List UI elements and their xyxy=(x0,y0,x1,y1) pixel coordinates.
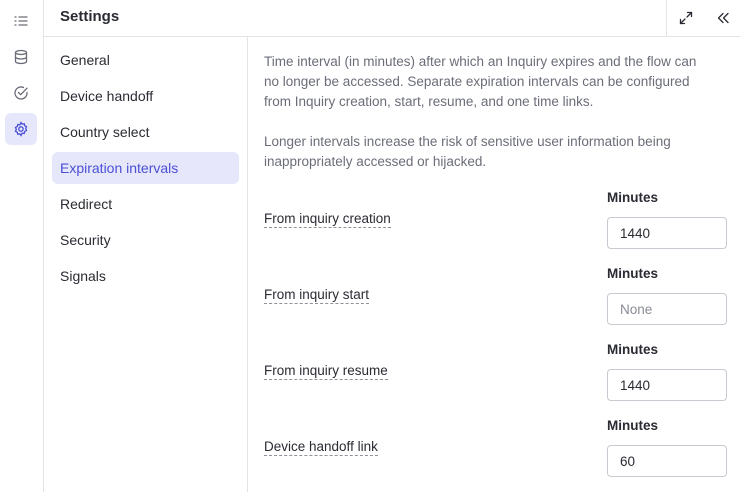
inquiry-creation-minutes-input[interactable] xyxy=(607,217,727,249)
expiration-intervals-panel xyxy=(248,37,740,492)
collapse-panel-button[interactable] xyxy=(710,5,736,31)
minutes-label: Minutes xyxy=(607,190,659,205)
rail-button-settings[interactable] xyxy=(5,113,37,145)
nav-item-country-select[interactable]: Country select xyxy=(60,124,150,140)
rail-button-checks[interactable] xyxy=(5,77,37,109)
rail-button-database[interactable] xyxy=(5,41,37,73)
field-label-inquiry-start: From inquiry start xyxy=(264,287,370,302)
header-divider xyxy=(666,0,667,36)
minutes-label: Minutes xyxy=(607,342,659,357)
minutes-label: Minutes xyxy=(607,418,659,433)
field-label-inquiry-resume: From inquiry resume xyxy=(264,363,388,378)
inquiry-start-minutes-input[interactable] xyxy=(607,293,727,325)
nav-item-signals[interactable]: Signals xyxy=(60,268,106,284)
nav-item-device-handoff[interactable]: Device handoff xyxy=(60,88,154,104)
device-handoff-link-minutes-input[interactable] xyxy=(607,445,727,477)
nav-item-redirect[interactable]: Redirect xyxy=(60,196,113,212)
gear-icon xyxy=(13,121,29,137)
check-circle-icon xyxy=(13,85,29,101)
settings-nav xyxy=(44,37,248,492)
expand-button[interactable] xyxy=(673,5,699,31)
double-chevron-left-icon xyxy=(716,11,730,25)
description-paragraph: Time interval (in minutes) after which an Inquiry expires and the flow can no longer be accessed. Separate expiration intervals can be configured from Inquiry creation, start, resume, and one time links. xyxy=(264,54,697,109)
field-label-inquiry-creation: From inquiry creation xyxy=(264,211,391,226)
list-icon xyxy=(13,13,29,29)
icon-rail xyxy=(0,0,44,492)
minutes-label: Minutes xyxy=(607,266,659,281)
database-icon xyxy=(13,49,29,65)
nav-item-general[interactable]: General xyxy=(60,52,110,68)
inquiry-resume-minutes-input[interactable] xyxy=(607,369,727,401)
nav-item-security[interactable]: Security xyxy=(60,232,111,248)
expand-icon xyxy=(679,11,693,25)
risk-warning-paragraph: Longer intervals increase the risk of sensitive user information being inappropriately accessed or hijacked. xyxy=(264,134,671,169)
nav-item-expiration-intervals[interactable]: Expiration intervals xyxy=(52,152,239,184)
settings-header xyxy=(44,0,740,37)
rail-button-list[interactable] xyxy=(5,5,37,37)
field-label-device-handoff-link: Device handoff link xyxy=(264,439,378,454)
page-title: Settings xyxy=(60,8,120,25)
